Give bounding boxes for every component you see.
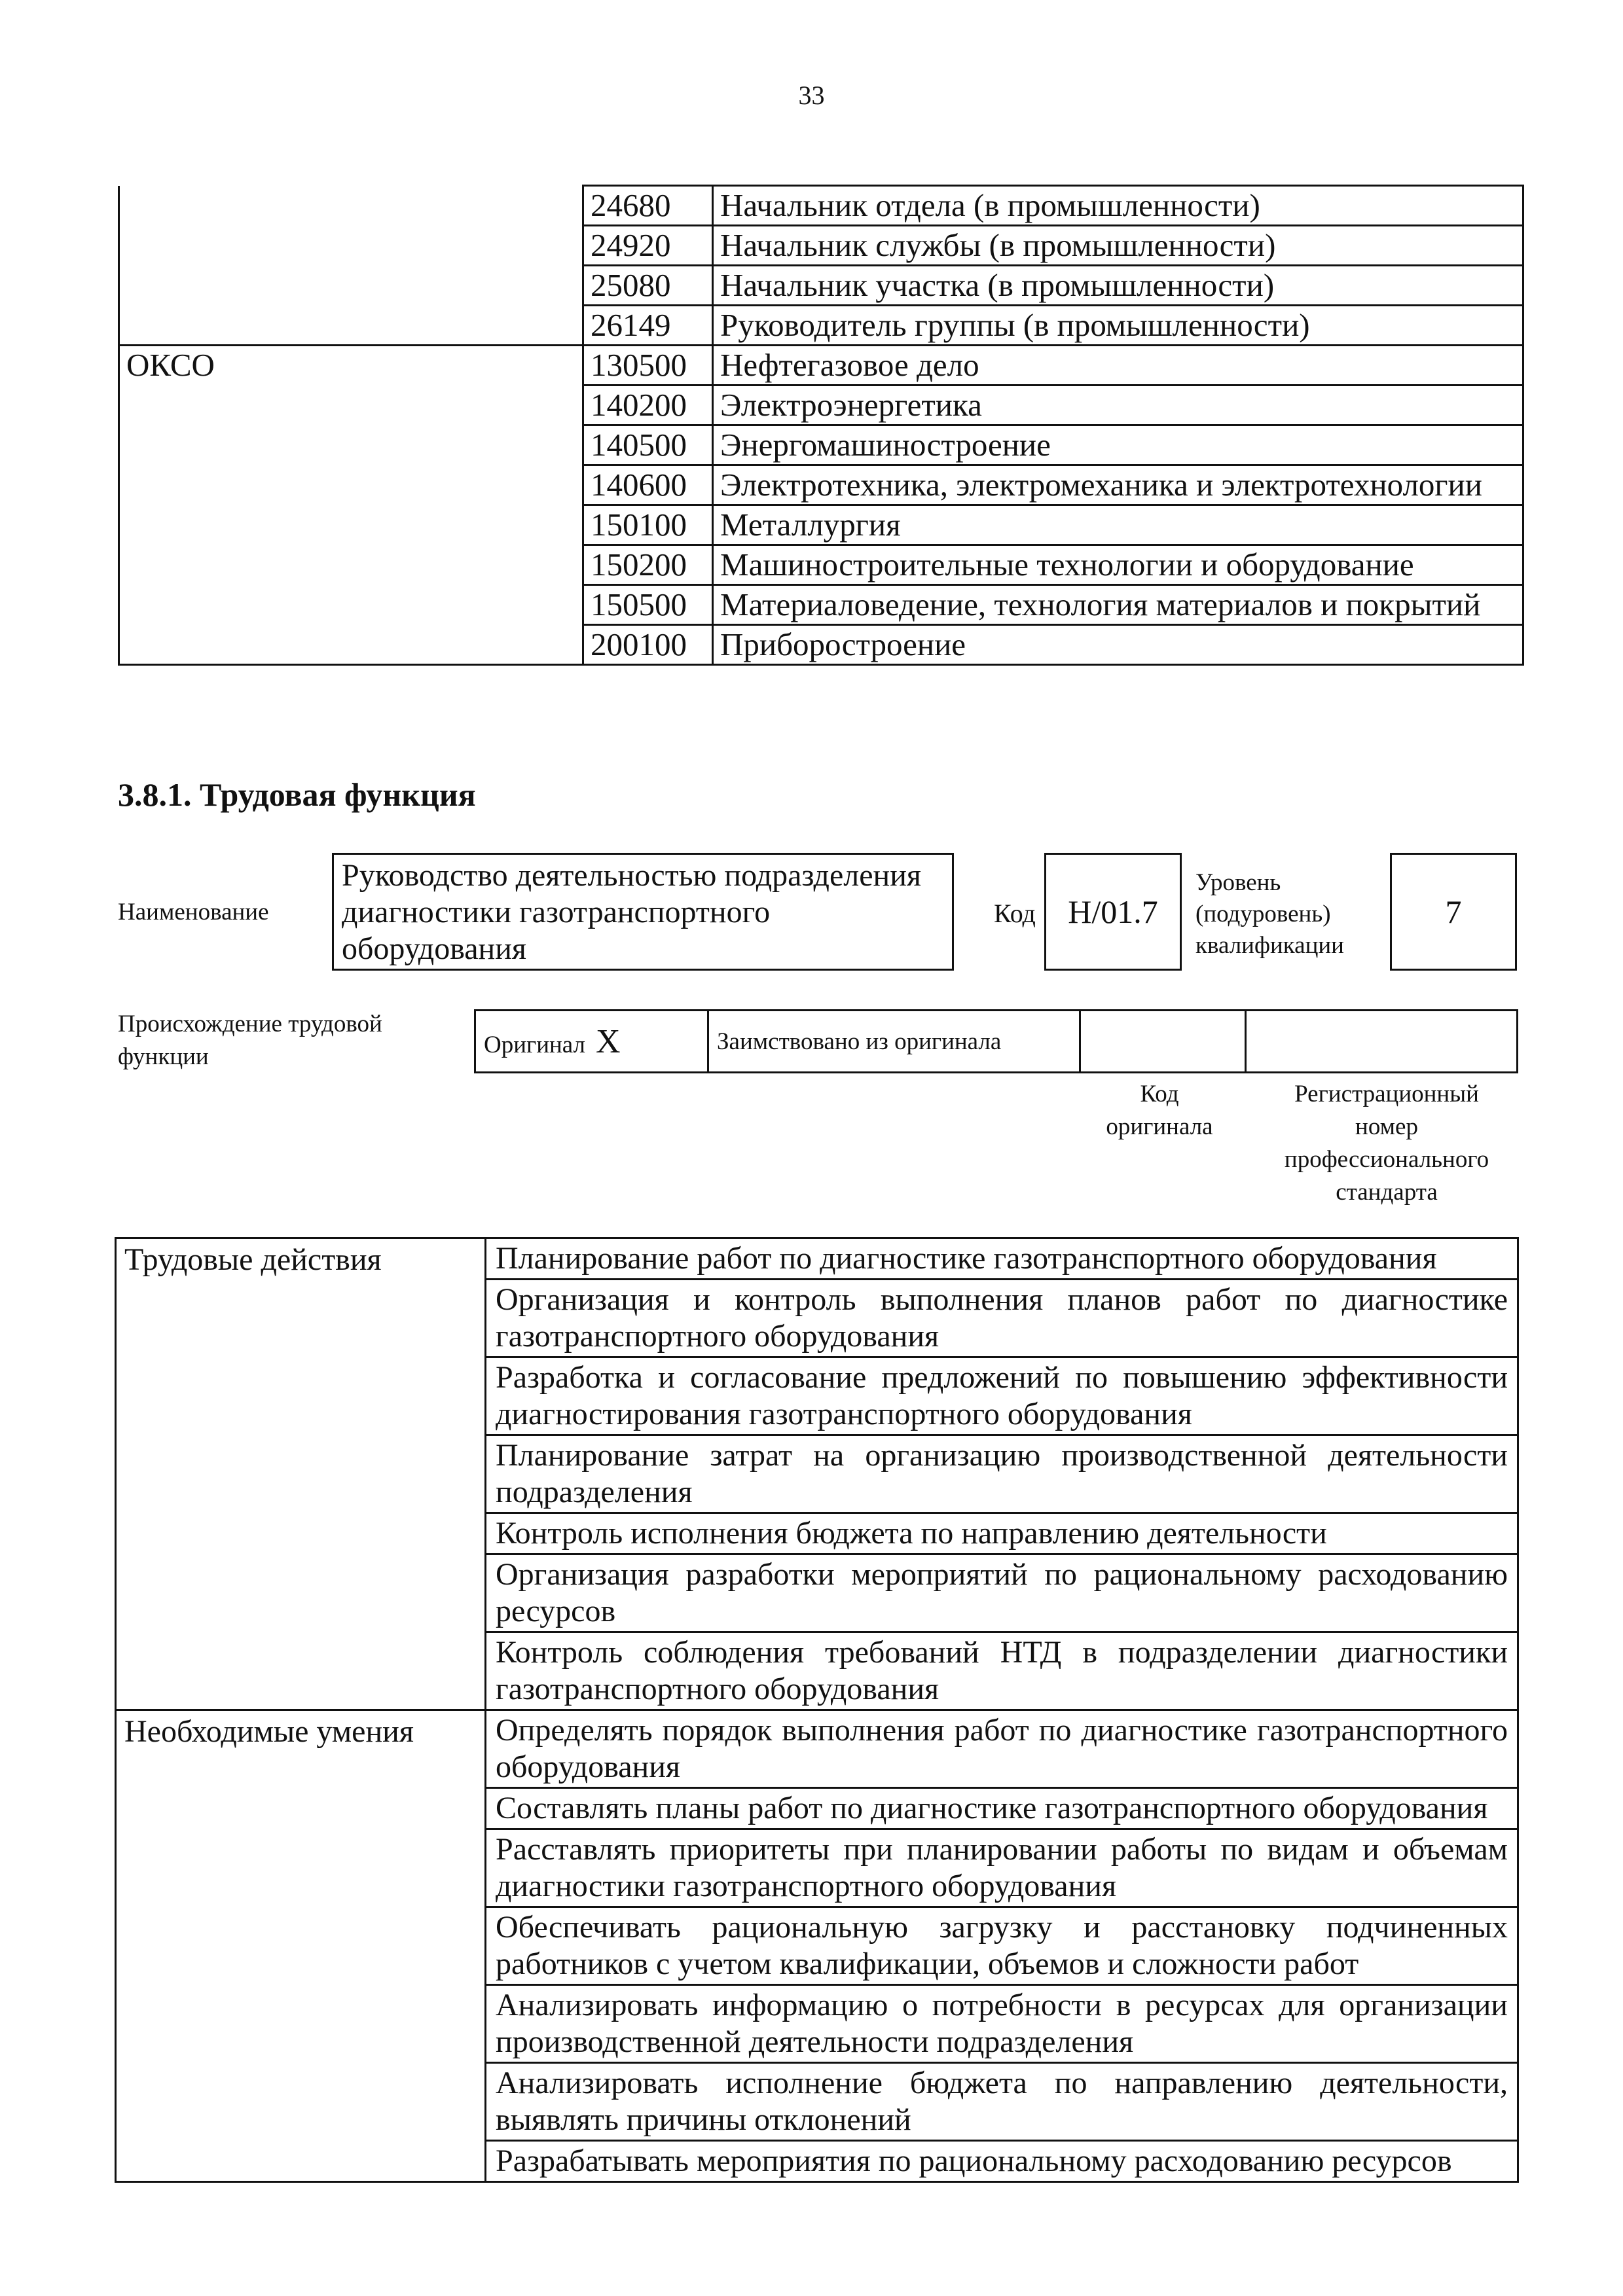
- required-skill-item: Разрабатывать мероприятия по рациональному расходованию ресурсов: [486, 2141, 1518, 2182]
- function-name-value: Руководство деятельностью подразделения диагностики газотранспортного оборудования: [332, 853, 954, 971]
- code-cell: 150100: [583, 505, 713, 545]
- code-name-cell: Приборостроение: [713, 625, 1523, 665]
- group-label-okso: ОКСО: [119, 346, 583, 665]
- labor-function-table: [115, 1237, 1519, 2183]
- qualification-level-label-line: Уровень: [1195, 869, 1281, 896]
- table-row: [116, 1238, 1518, 1280]
- qualification-level-label-line: квалификации: [1195, 932, 1344, 959]
- code-name-cell: Руководитель группы (в промышленности): [713, 306, 1523, 346]
- required-skills-label: Необходимые умения: [116, 1710, 486, 2182]
- required-skill-item: Составлять планы работ по диагностике газотранспортного оборудования: [486, 1788, 1518, 1829]
- caption-line: номер: [1355, 1113, 1418, 1140]
- original-mark: X: [596, 1022, 621, 1060]
- code-name-cell: Начальник участка (в промышленности): [713, 266, 1523, 306]
- registration-number-value: [1246, 1011, 1518, 1073]
- original-code-caption: [1084, 1078, 1235, 1143]
- code-cell: 26149: [583, 306, 713, 346]
- function-code-value: Н/01.7: [1044, 853, 1182, 971]
- code-name-cell: Машиностроительные технологии и оборудование: [713, 545, 1523, 585]
- required-skill-item: Обеспечивать рациональную загрузку и расстановку подчиненных работников с учетом квалификации, объемов и сложности работ: [486, 1907, 1518, 1985]
- qualification-level-label-line: (подуровень): [1195, 901, 1331, 927]
- classification-codes-table: [118, 185, 1524, 666]
- code-name-cell: Нефтегазовое дело: [713, 346, 1523, 386]
- borrowed-label: Заимствовано из оригинала: [708, 1011, 1080, 1073]
- labor-action-item: Организация разработки мероприятий по рациональному расходованию ресурсов: [486, 1554, 1518, 1632]
- code-cell: 130500: [583, 346, 713, 386]
- function-origin-label-line: функции: [118, 1043, 209, 1070]
- labor-action-item: Контроль исполнения бюджета по направлению деятельности: [486, 1513, 1518, 1554]
- caption-line: профессионального: [1284, 1146, 1489, 1173]
- page-number: 33: [798, 81, 825, 110]
- caption-line: Код: [1140, 1081, 1179, 1107]
- code-cell: 24920: [583, 226, 713, 266]
- table-row: [116, 1710, 1518, 1788]
- labor-action-item: Организация и контроль выполнения планов работ по диагностике газотранспортного оборудования: [486, 1280, 1518, 1357]
- function-code-label: Код: [994, 899, 1036, 928]
- section-heading: 3.8.1. Трудовая функция: [118, 776, 476, 813]
- code-cell: 140200: [583, 386, 713, 425]
- original-code-value: [1080, 1011, 1246, 1073]
- required-skill-item: Определять порядок выполнения работ по диагностике газотранспортного оборудования: [486, 1710, 1518, 1788]
- labor-action-item: Планирование работ по диагностике газотранспортного оборудования: [486, 1238, 1518, 1280]
- function-origin-table: [474, 1009, 1518, 1073]
- code-cell: 140600: [583, 465, 713, 505]
- function-name-label: Наименование: [118, 899, 269, 925]
- code-cell: 200100: [583, 625, 713, 665]
- caption-line: оригинала: [1106, 1113, 1213, 1140]
- code-name-cell: Материаловедение, технология материалов и покрытий: [713, 585, 1523, 625]
- group-cell: [119, 186, 583, 346]
- code-cell: 150500: [583, 585, 713, 625]
- required-skill-item: Расставлять приоритеты при планировании работы по видам и объемам диагностики газотранспортного оборудования: [486, 1829, 1518, 1907]
- qualification-level-value: 7: [1390, 853, 1517, 971]
- code-name-cell: Электроэнергетика: [713, 386, 1523, 425]
- labor-action-item: Контроль соблюдения требований НТД в подразделении диагностики газотранспортного оборудования: [486, 1632, 1518, 1710]
- qualification-level-label: [1195, 867, 1344, 961]
- code-cell: 25080: [583, 266, 713, 306]
- labor-actions-label: Трудовые действия: [116, 1238, 486, 1710]
- function-origin-label-line: Происхождение трудовой: [118, 1011, 382, 1037]
- labor-action-item: Разработка и согласование предложений по повышению эффективности диагностирования газотранспортного оборудования: [486, 1357, 1518, 1435]
- required-skill-item: Анализировать исполнение бюджета по направлению деятельности, выявлять причины отклонений: [486, 2063, 1518, 2141]
- caption-line: Регистрационный: [1294, 1081, 1479, 1107]
- code-cell: 150200: [583, 545, 713, 585]
- code-row: [119, 346, 1523, 386]
- code-name-cell: Металлургия: [713, 505, 1523, 545]
- caption-line: стандарта: [1336, 1179, 1438, 1206]
- code-cell: 140500: [583, 425, 713, 465]
- code-name-cell: Начальник службы (в промышленности): [713, 226, 1523, 266]
- code-row: [119, 186, 1523, 226]
- registration-number-caption: [1256, 1078, 1518, 1209]
- code-name-cell: Электротехника, электромеханика и электротехнологии: [713, 465, 1523, 505]
- original-cell: [475, 1011, 708, 1073]
- code-name-cell: Начальник отдела (в промышленности): [713, 186, 1523, 226]
- code-cell: 24680: [583, 186, 713, 226]
- original-label: Оригинал: [484, 1031, 586, 1058]
- function-origin-label: [118, 1008, 382, 1073]
- labor-action-item: Планирование затрат на организацию производственной деятельности подразделения: [486, 1435, 1518, 1513]
- required-skill-item: Анализировать информацию о потребности в ресурсах для организации производственной деятельности подразделения: [486, 1985, 1518, 2063]
- code-name-cell: Энергомашиностроение: [713, 425, 1523, 465]
